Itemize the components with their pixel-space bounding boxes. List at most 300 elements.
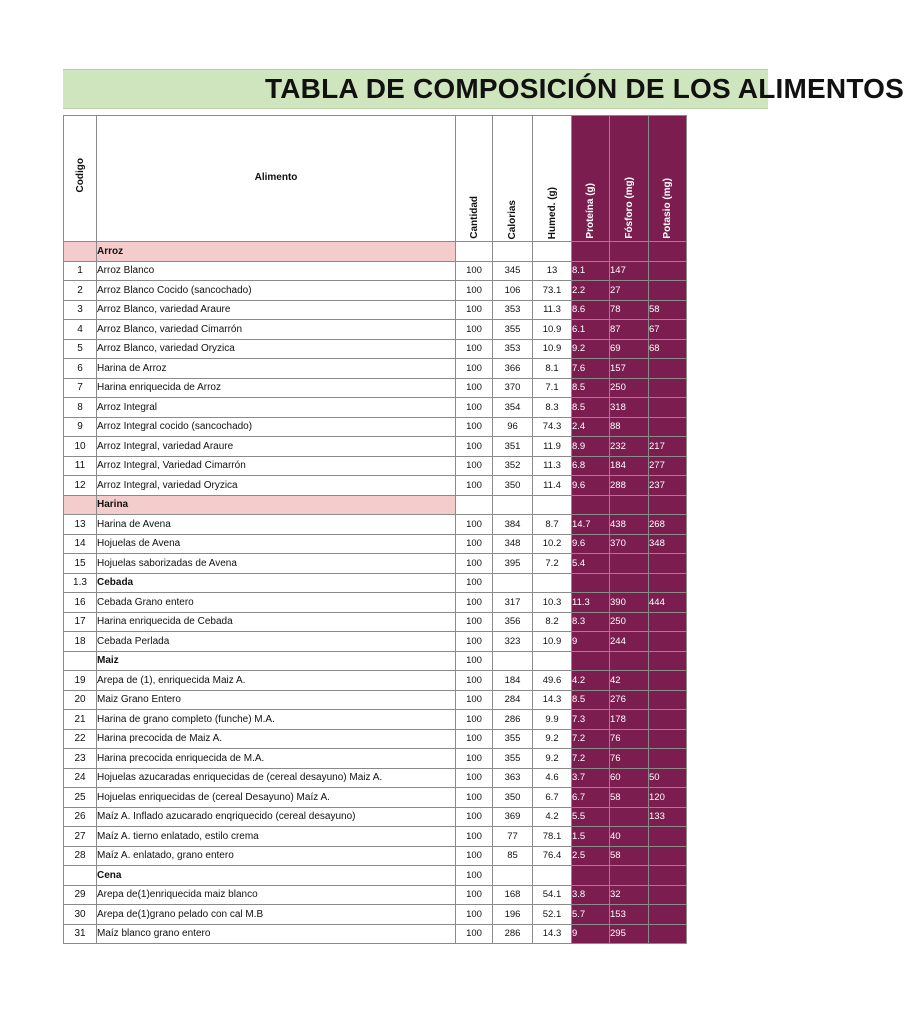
cell-food[interactable]: Harina precocida de Maiz A. xyxy=(97,729,456,749)
cell-food[interactable]: Cebada Perlada xyxy=(97,632,456,652)
cell-proteina[interactable]: 7.2 xyxy=(572,749,610,769)
cell-food[interactable]: Harina de Avena xyxy=(97,515,456,535)
header-calorias[interactable]: Calorias xyxy=(493,116,533,242)
cell-potasio[interactable] xyxy=(649,261,687,281)
cell-code[interactable]: 17 xyxy=(64,612,97,632)
header-potasio[interactable]: Potasio (mg) xyxy=(649,116,687,242)
cell-humedad[interactable]: 74.3 xyxy=(533,417,572,437)
cell-cantidad[interactable]: 100 xyxy=(456,573,493,593)
cell-potasio[interactable] xyxy=(649,846,687,866)
cell-proteina[interactable]: 11.3 xyxy=(572,593,610,613)
cell-proteina[interactable]: 7.6 xyxy=(572,359,610,379)
cell-fosforo[interactable]: 27 xyxy=(610,281,649,301)
cell-fosforo[interactable] xyxy=(610,495,649,515)
cell-food[interactable]: Harina de grano completo (funche) M.A. xyxy=(97,710,456,730)
cell-calorias[interactable]: 317 xyxy=(493,593,533,613)
cell-humedad[interactable]: 10.9 xyxy=(533,320,572,340)
cell-proteina[interactable]: 8.5 xyxy=(572,690,610,710)
header-alimento[interactable]: Alimento xyxy=(97,116,456,242)
cell-cantidad[interactable]: 100 xyxy=(456,710,493,730)
cell-fosforo[interactable]: 184 xyxy=(610,456,649,476)
cell-cantidad[interactable]: 100 xyxy=(456,749,493,769)
cell-proteina[interactable]: 8.5 xyxy=(572,378,610,398)
cell-food[interactable]: Maíz A. enlatado, grano entero xyxy=(97,846,456,866)
cell-proteina[interactable]: 9 xyxy=(572,924,610,944)
cell-code[interactable]: 19 xyxy=(64,671,97,691)
cell-potasio[interactable]: 444 xyxy=(649,593,687,613)
cell-code[interactable]: 5 xyxy=(64,339,97,359)
cell-calorias[interactable]: 350 xyxy=(493,788,533,808)
cell-calorias[interactable] xyxy=(493,242,533,262)
cell-cantidad[interactable]: 100 xyxy=(456,729,493,749)
cell-cantidad[interactable]: 100 xyxy=(456,359,493,379)
cell-potasio[interactable] xyxy=(649,378,687,398)
cell-fosforo[interactable] xyxy=(610,651,649,671)
cell-fosforo[interactable]: 78 xyxy=(610,300,649,320)
cell-fosforo[interactable]: 58 xyxy=(610,788,649,808)
cell-humedad[interactable] xyxy=(533,242,572,262)
cell-humedad[interactable]: 54.1 xyxy=(533,885,572,905)
cell-code[interactable]: 11 xyxy=(64,456,97,476)
cell-code[interactable]: 20 xyxy=(64,690,97,710)
cell-cantidad[interactable] xyxy=(456,242,493,262)
cell-cantidad[interactable]: 100 xyxy=(456,437,493,457)
cell-code[interactable]: 26 xyxy=(64,807,97,827)
cell-cantidad[interactable]: 100 xyxy=(456,671,493,691)
header-humedad[interactable]: Humed. (g) xyxy=(533,116,572,242)
cell-code[interactable]: 25 xyxy=(64,788,97,808)
cell-potasio[interactable]: 237 xyxy=(649,476,687,496)
cell-food[interactable]: Arroz Blanco, variedad Cimarrón xyxy=(97,320,456,340)
cell-cantidad[interactable]: 100 xyxy=(456,651,493,671)
cell-cantidad[interactable]: 100 xyxy=(456,866,493,886)
cell-food[interactable]: Arepa de (1), enriquecida Maiz A. xyxy=(97,671,456,691)
cell-potasio[interactable] xyxy=(649,905,687,925)
cell-food[interactable]: Harina precocida enriquecida de M.A. xyxy=(97,749,456,769)
cell-cantidad[interactable]: 100 xyxy=(456,398,493,418)
cell-calorias[interactable]: 366 xyxy=(493,359,533,379)
cell-calorias[interactable]: 355 xyxy=(493,749,533,769)
cell-food[interactable]: Arroz xyxy=(97,242,456,262)
cell-fosforo[interactable] xyxy=(610,807,649,827)
cell-cantidad[interactable]: 100 xyxy=(456,924,493,944)
header-cantidad[interactable]: Cantidad xyxy=(456,116,493,242)
cell-cantidad[interactable]: 100 xyxy=(456,690,493,710)
cell-fosforo[interactable]: 60 xyxy=(610,768,649,788)
cell-cantidad[interactable]: 100 xyxy=(456,281,493,301)
cell-code[interactable] xyxy=(64,651,97,671)
cell-calorias[interactable] xyxy=(493,573,533,593)
cell-food[interactable]: Arroz Integral cocido (sancochado) xyxy=(97,417,456,437)
cell-humedad[interactable]: 11.4 xyxy=(533,476,572,496)
cell-calorias[interactable]: 384 xyxy=(493,515,533,535)
cell-fosforo[interactable]: 438 xyxy=(610,515,649,535)
cell-potasio[interactable] xyxy=(649,573,687,593)
cell-potasio[interactable] xyxy=(649,554,687,574)
cell-fosforo[interactable]: 76 xyxy=(610,749,649,769)
cell-proteina[interactable]: 2.5 xyxy=(572,846,610,866)
cell-fosforo[interactable]: 42 xyxy=(610,671,649,691)
cell-humedad[interactable]: 10.2 xyxy=(533,534,572,554)
cell-potasio[interactable]: 68 xyxy=(649,339,687,359)
cell-proteina[interactable]: 3.7 xyxy=(572,768,610,788)
cell-food[interactable]: Cena xyxy=(97,866,456,886)
cell-food[interactable]: Arroz Blanco Cocido (sancochado) xyxy=(97,281,456,301)
cell-calorias[interactable]: 354 xyxy=(493,398,533,418)
cell-food[interactable]: Arroz Integral, Variedad Cimarrón xyxy=(97,456,456,476)
cell-proteina[interactable]: 6.7 xyxy=(572,788,610,808)
cell-proteina[interactable]: 14.7 xyxy=(572,515,610,535)
cell-humedad[interactable]: 11.9 xyxy=(533,437,572,457)
cell-food[interactable]: Maiz Grano Entero xyxy=(97,690,456,710)
cell-humedad[interactable]: 76.4 xyxy=(533,846,572,866)
cell-cantidad[interactable]: 100 xyxy=(456,905,493,925)
cell-humedad[interactable]: 49.6 xyxy=(533,671,572,691)
cell-code[interactable]: 30 xyxy=(64,905,97,925)
cell-fosforo[interactable]: 87 xyxy=(610,320,649,340)
cell-calorias[interactable]: 286 xyxy=(493,924,533,944)
cell-food[interactable]: Arroz Blanco, variedad Oryzica xyxy=(97,339,456,359)
cell-code[interactable]: 18 xyxy=(64,632,97,652)
cell-calorias[interactable] xyxy=(493,651,533,671)
cell-humedad[interactable]: 14.3 xyxy=(533,690,572,710)
cell-proteina[interactable]: 9.6 xyxy=(572,476,610,496)
cell-humedad[interactable]: 9.2 xyxy=(533,749,572,769)
cell-fosforo[interactable]: 178 xyxy=(610,710,649,730)
cell-calorias[interactable]: 85 xyxy=(493,846,533,866)
cell-fosforo[interactable]: 153 xyxy=(610,905,649,925)
cell-proteina[interactable]: 2.4 xyxy=(572,417,610,437)
cell-fosforo[interactable]: 244 xyxy=(610,632,649,652)
cell-cantidad[interactable]: 100 xyxy=(456,515,493,535)
cell-fosforo[interactable]: 157 xyxy=(610,359,649,379)
cell-code[interactable]: 1 xyxy=(64,261,97,281)
cell-humedad[interactable] xyxy=(533,651,572,671)
cell-calorias[interactable]: 370 xyxy=(493,378,533,398)
cell-code[interactable]: 3 xyxy=(64,300,97,320)
cell-code[interactable]: 1.3 xyxy=(64,573,97,593)
cell-cantidad[interactable]: 100 xyxy=(456,768,493,788)
cell-cantidad[interactable]: 100 xyxy=(456,554,493,574)
cell-code[interactable]: 14 xyxy=(64,534,97,554)
cell-food[interactable]: Harina xyxy=(97,495,456,515)
cell-code[interactable]: 27 xyxy=(64,827,97,847)
cell-code[interactable]: 23 xyxy=(64,749,97,769)
cell-code[interactable]: 2 xyxy=(64,281,97,301)
cell-food[interactable]: Hojuelas azucaradas enriquecidas de (cereal desayuno) Maiz A. xyxy=(97,768,456,788)
cell-food[interactable]: Maíz A. tierno enlatado, estilo crema xyxy=(97,827,456,847)
cell-potasio[interactable]: 50 xyxy=(649,768,687,788)
cell-humedad[interactable]: 52.1 xyxy=(533,905,572,925)
cell-fosforo[interactable]: 58 xyxy=(610,846,649,866)
cell-potasio[interactable]: 217 xyxy=(649,437,687,457)
cell-fosforo[interactable]: 76 xyxy=(610,729,649,749)
cell-cantidad[interactable]: 100 xyxy=(456,417,493,437)
cell-cantidad[interactable]: 100 xyxy=(456,807,493,827)
cell-humedad[interactable]: 73.1 xyxy=(533,281,572,301)
cell-food[interactable]: Hojuelas enriquecidas de (cereal Desayuno) Maíz A. xyxy=(97,788,456,808)
cell-food[interactable]: Hojuelas de Avena xyxy=(97,534,456,554)
cell-calorias[interactable]: 355 xyxy=(493,320,533,340)
cell-humedad[interactable]: 9.2 xyxy=(533,729,572,749)
cell-cantidad[interactable]: 100 xyxy=(456,300,493,320)
cell-fosforo[interactable] xyxy=(610,573,649,593)
cell-proteina[interactable]: 5.5 xyxy=(572,807,610,827)
cell-food[interactable]: Hojuelas saborizadas de Avena xyxy=(97,554,456,574)
table-row xyxy=(64,593,687,613)
cell-code[interactable]: 28 xyxy=(64,846,97,866)
cell-code[interactable]: 24 xyxy=(64,768,97,788)
cell-food[interactable]: Arroz Blanco, variedad Araure xyxy=(97,300,456,320)
cell-humedad[interactable]: 78.1 xyxy=(533,827,572,847)
cell-humedad[interactable]: 8.2 xyxy=(533,612,572,632)
cell-food[interactable]: Arepa de(1)enriquecida maiz blanco xyxy=(97,885,456,905)
cell-food[interactable]: Arepa de(1)grano pelado con cal M.B xyxy=(97,905,456,925)
cell-fosforo[interactable]: 370 xyxy=(610,534,649,554)
cell-food[interactable]: Arroz Integral, variedad Oryzica xyxy=(97,476,456,496)
cell-code[interactable]: 10 xyxy=(64,437,97,457)
header-codigo[interactable]: Codigo xyxy=(64,116,97,242)
cell-calorias[interactable]: 352 xyxy=(493,456,533,476)
cell-fosforo[interactable]: 88 xyxy=(610,417,649,437)
cell-potasio[interactable] xyxy=(649,885,687,905)
cell-food[interactable]: Harina de Arroz xyxy=(97,359,456,379)
cell-code[interactable]: 6 xyxy=(64,359,97,379)
cell-humedad[interactable]: 4.2 xyxy=(533,807,572,827)
cell-calorias[interactable]: 350 xyxy=(493,476,533,496)
cell-humedad[interactable]: 14.3 xyxy=(533,924,572,944)
cell-calorias[interactable]: 106 xyxy=(493,281,533,301)
cell-fosforo[interactable]: 232 xyxy=(610,437,649,457)
cell-calorias[interactable]: 356 xyxy=(493,612,533,632)
cell-proteina[interactable]: 2.2 xyxy=(572,281,610,301)
cell-calorias[interactable]: 168 xyxy=(493,885,533,905)
cell-fosforo[interactable]: 250 xyxy=(610,378,649,398)
cell-proteina[interactable] xyxy=(572,495,610,515)
cell-calorias[interactable]: 369 xyxy=(493,807,533,827)
cell-humedad[interactable]: 13 xyxy=(533,261,572,281)
cell-food[interactable]: Maíz A. Inflado azucarado enqriquecido (cereal desayuno) xyxy=(97,807,456,827)
cell-code[interactable]: 16 xyxy=(64,593,97,613)
cell-cantidad[interactable]: 100 xyxy=(456,378,493,398)
cell-potasio[interactable] xyxy=(649,398,687,418)
cell-cantidad[interactable]: 100 xyxy=(456,593,493,613)
cell-humedad[interactable]: 10.3 xyxy=(533,593,572,613)
cell-potasio[interactable]: 348 xyxy=(649,534,687,554)
cell-potasio[interactable] xyxy=(649,417,687,437)
cell-humedad[interactable]: 8.1 xyxy=(533,359,572,379)
cell-calorias[interactable]: 353 xyxy=(493,339,533,359)
cell-cantidad[interactable]: 100 xyxy=(456,534,493,554)
cell-cantidad[interactable]: 100 xyxy=(456,885,493,905)
cell-potasio[interactable]: 268 xyxy=(649,515,687,535)
cell-proteina[interactable]: 8.1 xyxy=(572,261,610,281)
cell-humedad[interactable]: 4.6 xyxy=(533,768,572,788)
cell-food[interactable]: Harina enriquecida de Arroz xyxy=(97,378,456,398)
cell-humedad[interactable] xyxy=(533,866,572,886)
cell-potasio[interactable] xyxy=(649,359,687,379)
cell-potasio[interactable] xyxy=(649,495,687,515)
cell-proteina[interactable]: 8.9 xyxy=(572,437,610,457)
cell-fosforo[interactable] xyxy=(610,242,649,262)
cell-potasio[interactable] xyxy=(649,924,687,944)
cell-humedad[interactable]: 8.7 xyxy=(533,515,572,535)
cell-code[interactable]: 4 xyxy=(64,320,97,340)
cell-fosforo[interactable]: 276 xyxy=(610,690,649,710)
cell-food[interactable]: Cebada xyxy=(97,573,456,593)
cell-code[interactable] xyxy=(64,866,97,886)
cell-potasio[interactable]: 120 xyxy=(649,788,687,808)
cell-potasio[interactable] xyxy=(649,281,687,301)
cell-humedad[interactable]: 10.9 xyxy=(533,632,572,652)
cell-potasio[interactable]: 277 xyxy=(649,456,687,476)
cell-fosforo[interactable] xyxy=(610,866,649,886)
cell-potasio[interactable] xyxy=(649,729,687,749)
cell-potasio[interactable] xyxy=(649,690,687,710)
cell-food[interactable]: Arroz Blanco xyxy=(97,261,456,281)
cell-fosforo[interactable]: 250 xyxy=(610,612,649,632)
cell-calorias[interactable] xyxy=(493,495,533,515)
cell-code[interactable]: 22 xyxy=(64,729,97,749)
cell-code[interactable]: 12 xyxy=(64,476,97,496)
cell-fosforo[interactable]: 288 xyxy=(610,476,649,496)
cell-potasio[interactable] xyxy=(649,632,687,652)
category-row xyxy=(64,242,687,262)
cell-humedad[interactable]: 11.3 xyxy=(533,300,572,320)
cell-code[interactable]: 21 xyxy=(64,710,97,730)
cell-proteina[interactable]: 8.6 xyxy=(572,300,610,320)
cell-cantidad[interactable]: 100 xyxy=(456,320,493,340)
cell-humedad[interactable]: 10.9 xyxy=(533,339,572,359)
cell-potasio[interactable] xyxy=(649,866,687,886)
cell-food[interactable]: Arroz Integral, variedad Araure xyxy=(97,437,456,457)
cell-cantidad[interactable]: 100 xyxy=(456,827,493,847)
cell-code[interactable] xyxy=(64,242,97,262)
cell-cantidad[interactable]: 100 xyxy=(456,612,493,632)
cell-humedad[interactable]: 6.7 xyxy=(533,788,572,808)
cell-code[interactable]: 29 xyxy=(64,885,97,905)
cell-calorias[interactable]: 351 xyxy=(493,437,533,457)
cell-fosforo[interactable]: 40 xyxy=(610,827,649,847)
cell-potasio[interactable]: 67 xyxy=(649,320,687,340)
cell-code[interactable] xyxy=(64,495,97,515)
cell-cantidad[interactable]: 100 xyxy=(456,846,493,866)
cell-fosforo[interactable] xyxy=(610,554,649,574)
table-body xyxy=(64,242,687,944)
cell-calorias[interactable]: 363 xyxy=(493,768,533,788)
cell-food[interactable]: Cebada Grano entero xyxy=(97,593,456,613)
cell-calorias[interactable]: 286 xyxy=(493,710,533,730)
cell-potasio[interactable] xyxy=(649,651,687,671)
cell-potasio[interactable]: 58 xyxy=(649,300,687,320)
cell-fosforo[interactable]: 295 xyxy=(610,924,649,944)
cell-humedad[interactable] xyxy=(533,573,572,593)
cell-food[interactable]: Harina enriquecida de Cebada xyxy=(97,612,456,632)
cell-calorias[interactable]: 323 xyxy=(493,632,533,652)
cell-cantidad[interactable]: 100 xyxy=(456,788,493,808)
cell-cantidad[interactable]: 100 xyxy=(456,456,493,476)
cell-humedad[interactable]: 11.3 xyxy=(533,456,572,476)
cell-calorias[interactable]: 284 xyxy=(493,690,533,710)
cell-potasio[interactable] xyxy=(649,612,687,632)
cell-code[interactable]: 13 xyxy=(64,515,97,535)
header-proteina[interactable]: Proteína (g) xyxy=(572,116,610,242)
cell-proteina[interactable]: 7.3 xyxy=(572,710,610,730)
cell-potasio[interactable]: 133 xyxy=(649,807,687,827)
cell-proteina[interactable]: 8.3 xyxy=(572,612,610,632)
cell-calorias[interactable]: 395 xyxy=(493,554,533,574)
cell-proteina[interactable]: 6.1 xyxy=(572,320,610,340)
cell-humedad[interactable]: 7.1 xyxy=(533,378,572,398)
cell-calorias[interactable]: 96 xyxy=(493,417,533,437)
cell-food[interactable]: Arroz Integral xyxy=(97,398,456,418)
cell-humedad[interactable]: 7.2 xyxy=(533,554,572,574)
cell-humedad[interactable]: 8.3 xyxy=(533,398,572,418)
cell-proteina[interactable]: 4.2 xyxy=(572,671,610,691)
cell-calorias[interactable]: 353 xyxy=(493,300,533,320)
cell-proteina[interactable]: 1.5 xyxy=(572,827,610,847)
cell-cantidad[interactable] xyxy=(456,495,493,515)
cell-fosforo[interactable]: 147 xyxy=(610,261,649,281)
cell-fosforo[interactable]: 390 xyxy=(610,593,649,613)
cell-proteina[interactable]: 8.5 xyxy=(572,398,610,418)
cell-potasio[interactable] xyxy=(649,671,687,691)
cell-potasio[interactable] xyxy=(649,749,687,769)
cell-code[interactable]: 31 xyxy=(64,924,97,944)
cell-proteina[interactable] xyxy=(572,866,610,886)
cell-proteina[interactable] xyxy=(572,242,610,262)
cell-code[interactable]: 15 xyxy=(64,554,97,574)
cell-calorias[interactable]: 355 xyxy=(493,729,533,749)
cell-cantidad[interactable]: 100 xyxy=(456,632,493,652)
cell-potasio[interactable] xyxy=(649,827,687,847)
cell-proteina[interactable] xyxy=(572,651,610,671)
cell-food[interactable]: Maiz xyxy=(97,651,456,671)
cell-proteina[interactable]: 3.8 xyxy=(572,885,610,905)
cell-fosforo[interactable]: 318 xyxy=(610,398,649,418)
cell-code[interactable]: 7 xyxy=(64,378,97,398)
header-fosforo[interactable]: Fósforo (mg) xyxy=(610,116,649,242)
table-row xyxy=(64,612,687,632)
cell-cantidad[interactable]: 100 xyxy=(456,339,493,359)
cell-proteina[interactable]: 5.7 xyxy=(572,905,610,925)
cell-humedad[interactable]: 9.9 xyxy=(533,710,572,730)
cell-calorias[interactable]: 196 xyxy=(493,905,533,925)
cell-food[interactable]: Maíz blanco grano entero xyxy=(97,924,456,944)
cell-potasio[interactable] xyxy=(649,242,687,262)
cell-calorias[interactable]: 77 xyxy=(493,827,533,847)
cell-code[interactable]: 8 xyxy=(64,398,97,418)
cell-proteina[interactable]: 6.8 xyxy=(572,456,610,476)
cell-calorias[interactable] xyxy=(493,866,533,886)
cell-calorias[interactable]: 184 xyxy=(493,671,533,691)
cell-fosforo[interactable]: 69 xyxy=(610,339,649,359)
cell-proteina[interactable] xyxy=(572,573,610,593)
cell-humedad[interactable] xyxy=(533,495,572,515)
cell-cantidad[interactable]: 100 xyxy=(456,476,493,496)
cell-potasio[interactable] xyxy=(649,710,687,730)
cell-proteina[interactable]: 9 xyxy=(572,632,610,652)
cell-fosforo[interactable]: 32 xyxy=(610,885,649,905)
cell-calorias[interactable]: 345 xyxy=(493,261,533,281)
cell-proteina[interactable]: 9.2 xyxy=(572,339,610,359)
cell-calorias[interactable]: 348 xyxy=(493,534,533,554)
cell-proteina[interactable]: 7.2 xyxy=(572,729,610,749)
cell-cantidad[interactable]: 100 xyxy=(456,261,493,281)
cell-code[interactable]: 9 xyxy=(64,417,97,437)
cell-proteina[interactable]: 5.4 xyxy=(572,554,610,574)
cell-proteina[interactable]: 9.6 xyxy=(572,534,610,554)
